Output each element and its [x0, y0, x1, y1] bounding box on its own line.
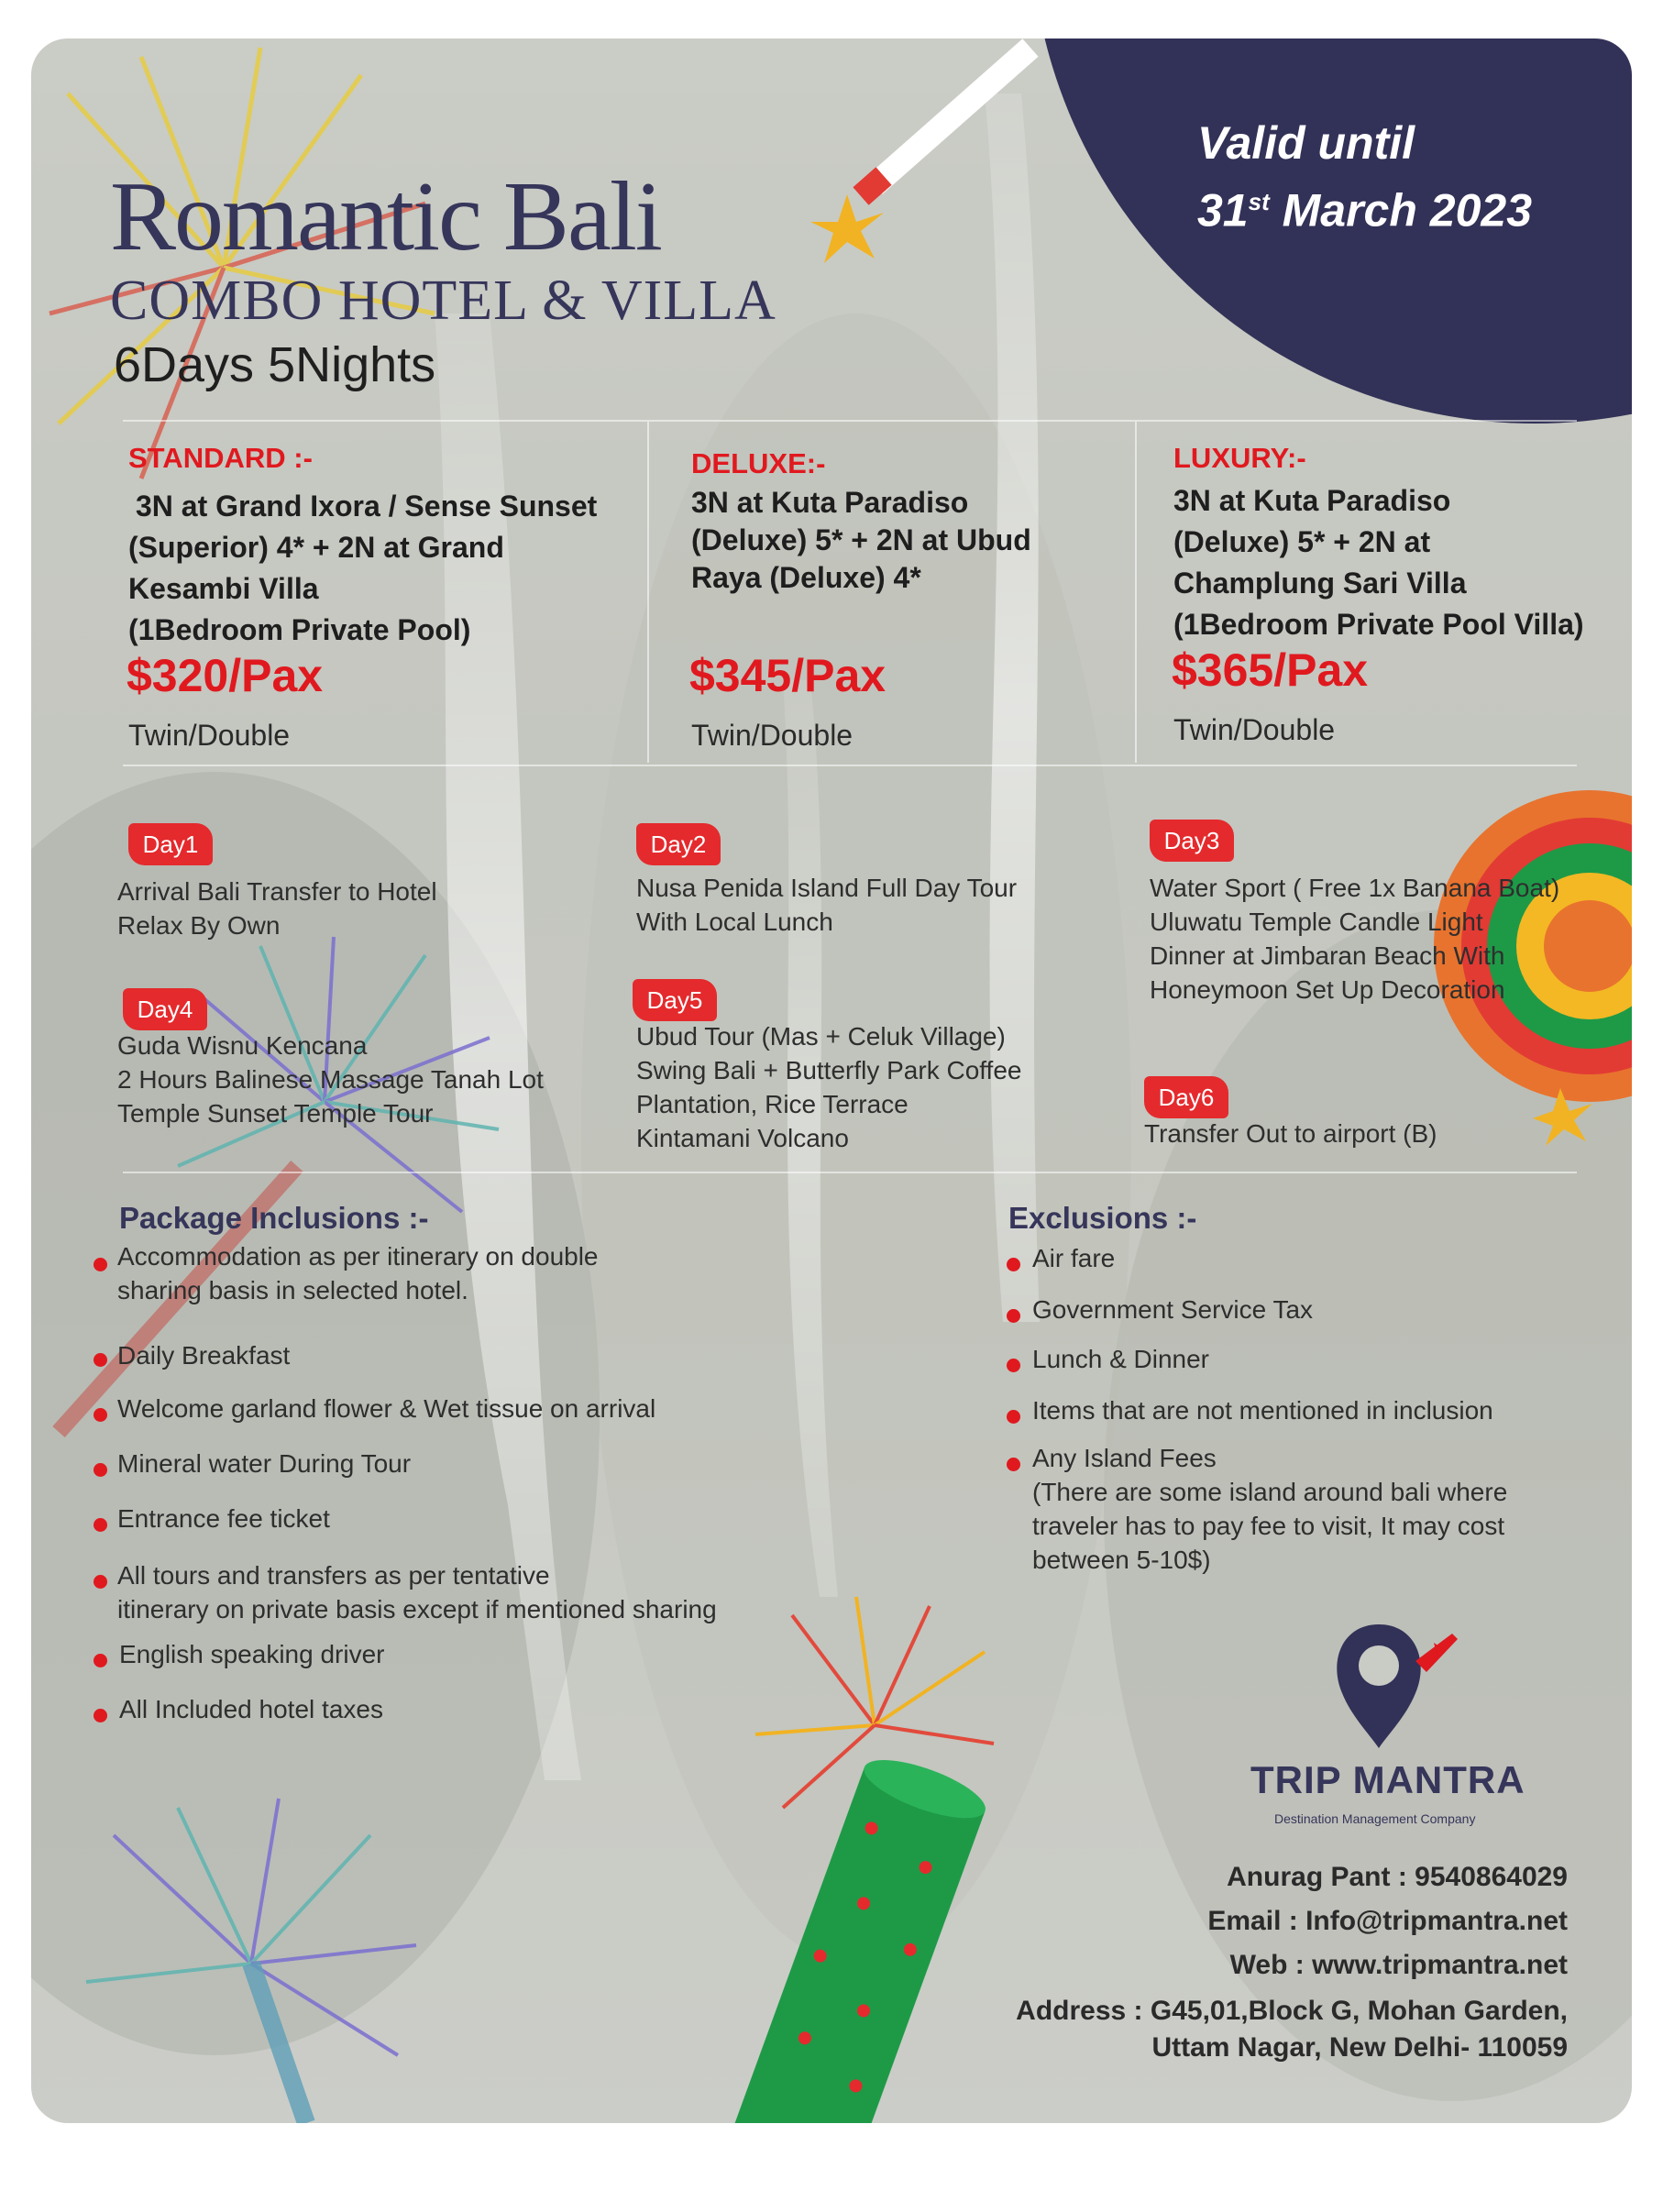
- divider: [123, 1172, 1577, 1173]
- inclusion-item: All Included hotel taxes: [119, 1695, 383, 1723]
- room-type: Twin/Double: [691, 719, 854, 752]
- day-description: Arrival Bali Transfer to Hotel Relax By Own: [117, 877, 437, 940]
- inclusions-heading: Package Inclusions :-: [119, 1201, 429, 1235]
- day-description: Ubud Tour (Mas + Celuk Village) Swing Bali + Butterfly Park Coffee Plantation, Rice Terrace Kintamani Volcano: [636, 1022, 1022, 1152]
- day-description: Nusa Penida Island Full Day Tour With Local Lunch: [636, 874, 1018, 936]
- exclusion-item: Items that are not mentioned in inclusion: [1032, 1396, 1493, 1425]
- room-type: Twin/Double: [128, 719, 291, 752]
- company-tagline: Destination Management Company: [1274, 1811, 1476, 1826]
- page-subtitle: COMBO HOTEL & VILLA: [110, 270, 776, 332]
- bullet-icon: [94, 1353, 107, 1367]
- day-badge: Day3: [1150, 820, 1234, 862]
- day-badge: Day1: [128, 823, 213, 865]
- page-title: Romantic Bali: [110, 162, 661, 271]
- day-badge: Day4: [123, 988, 207, 1030]
- day-description: Water Sport ( Free 1x Banana Boat) Uluwatu Temple Candle Light Dinner at Jimbaran Beach With Honeymoon Set Up Decoration: [1150, 874, 1560, 1004]
- day-badge: Day5: [633, 979, 717, 1021]
- divider: [647, 422, 649, 763]
- validity-line1: Valid until: [1197, 117, 1415, 169]
- bullet-icon: [1007, 1410, 1020, 1424]
- inclusion-item: Daily Breakfast: [117, 1341, 291, 1370]
- contact-phone: Anurag Pant : 9540864029: [1227, 1862, 1568, 1892]
- divider: [123, 765, 1577, 766]
- bullet-icon: [1007, 1258, 1020, 1271]
- package-name: LUXURY:-: [1173, 442, 1306, 474]
- day-description: Guda Wisnu Kencana 2 Hours Balinese Massage Tanah Lot Temple Sunset Temple Tour: [117, 1031, 544, 1128]
- contact-address: Address : G45,01,Block G, Mohan Garden, Uttam Nagar, New Delhi- 110059: [1016, 1996, 1568, 2063]
- inclusion-item: English speaking driver: [119, 1640, 385, 1668]
- bullet-icon: [94, 1709, 107, 1722]
- exclusion-item: Lunch & Dinner: [1032, 1345, 1210, 1373]
- package-desc: 3N at Kuta Paradiso (Deluxe) 5* + 2N at Champlung Sari Villa (1Bedroom Private Pool Villa): [1173, 484, 1584, 641]
- package-price: $320/Pax: [127, 650, 324, 701]
- bullet-icon: [1007, 1458, 1020, 1471]
- bullet-icon: [94, 1518, 107, 1532]
- trip-duration: 6Days 5Nights: [114, 337, 436, 392]
- bullet-icon: [1007, 1309, 1020, 1323]
- bullet-icon: [94, 1258, 107, 1271]
- day-badge: Day2: [636, 823, 721, 865]
- divider: [123, 420, 1577, 422]
- package-desc: 3N at Grand Ixora / Sense Sunset (Superior) 4* + 2N at Grand Kesambi Villa (1Bedroom Private Pool): [128, 490, 598, 646]
- bullet-icon: [1007, 1359, 1020, 1372]
- inclusion-item: Mineral water During Tour: [117, 1449, 412, 1478]
- trip-mantra-logo-icon: [1324, 1615, 1461, 1753]
- room-type: Twin/Double: [1173, 713, 1336, 746]
- bullet-icon: [94, 1654, 107, 1667]
- day-badge: Day6: [1144, 1076, 1228, 1118]
- inclusion-item: All tours and transfers as per tentative itinerary on private basis except if mentioned sharing: [117, 1561, 717, 1623]
- exclusion-item: Air fare: [1032, 1244, 1116, 1272]
- inclusion-item: Welcome garland flower & Wet tissue on arrival: [117, 1394, 656, 1423]
- package-name: STANDARD :-: [128, 442, 313, 474]
- exclusion-item: Government Service Tax: [1032, 1295, 1314, 1324]
- validity-text: [1197, 114, 1532, 240]
- flyer-card: [31, 39, 1632, 2123]
- contact-email[interactable]: Email : Info@tripmantra.net: [1207, 1906, 1568, 1936]
- validity-date: 31st March 2023: [1197, 184, 1533, 237]
- divider: [1135, 422, 1137, 763]
- package-name: DELUXE:-: [691, 447, 826, 479]
- contact-web[interactable]: Web : www.tripmantra.net: [1229, 1950, 1568, 1980]
- day-description: Transfer Out to airport (B): [1144, 1119, 1437, 1148]
- bullet-icon: [94, 1575, 107, 1589]
- inclusion-item: Entrance fee ticket: [117, 1504, 330, 1533]
- exclusions-heading: Exclusions :-: [1008, 1201, 1197, 1235]
- bullet-icon: [94, 1408, 107, 1422]
- inclusion-item: Accommodation as per itinerary on double sharing basis in selected hotel.: [117, 1242, 599, 1304]
- bullet-icon: [94, 1463, 107, 1477]
- package-price: $345/Pax: [689, 650, 887, 701]
- exclusion-item: Any Island Fees (There are some island around bali where traveler has to pay fee to visit, It may cost between 5-10$): [1032, 1444, 1508, 1574]
- company-name: TRIP MANTRA: [1250, 1758, 1525, 1801]
- package-price: $365/Pax: [1172, 644, 1369, 696]
- package-desc: 3N at Kuta Paradiso (Deluxe) 5* + 2N at Ubud Raya (Deluxe) 4*: [691, 486, 1031, 594]
